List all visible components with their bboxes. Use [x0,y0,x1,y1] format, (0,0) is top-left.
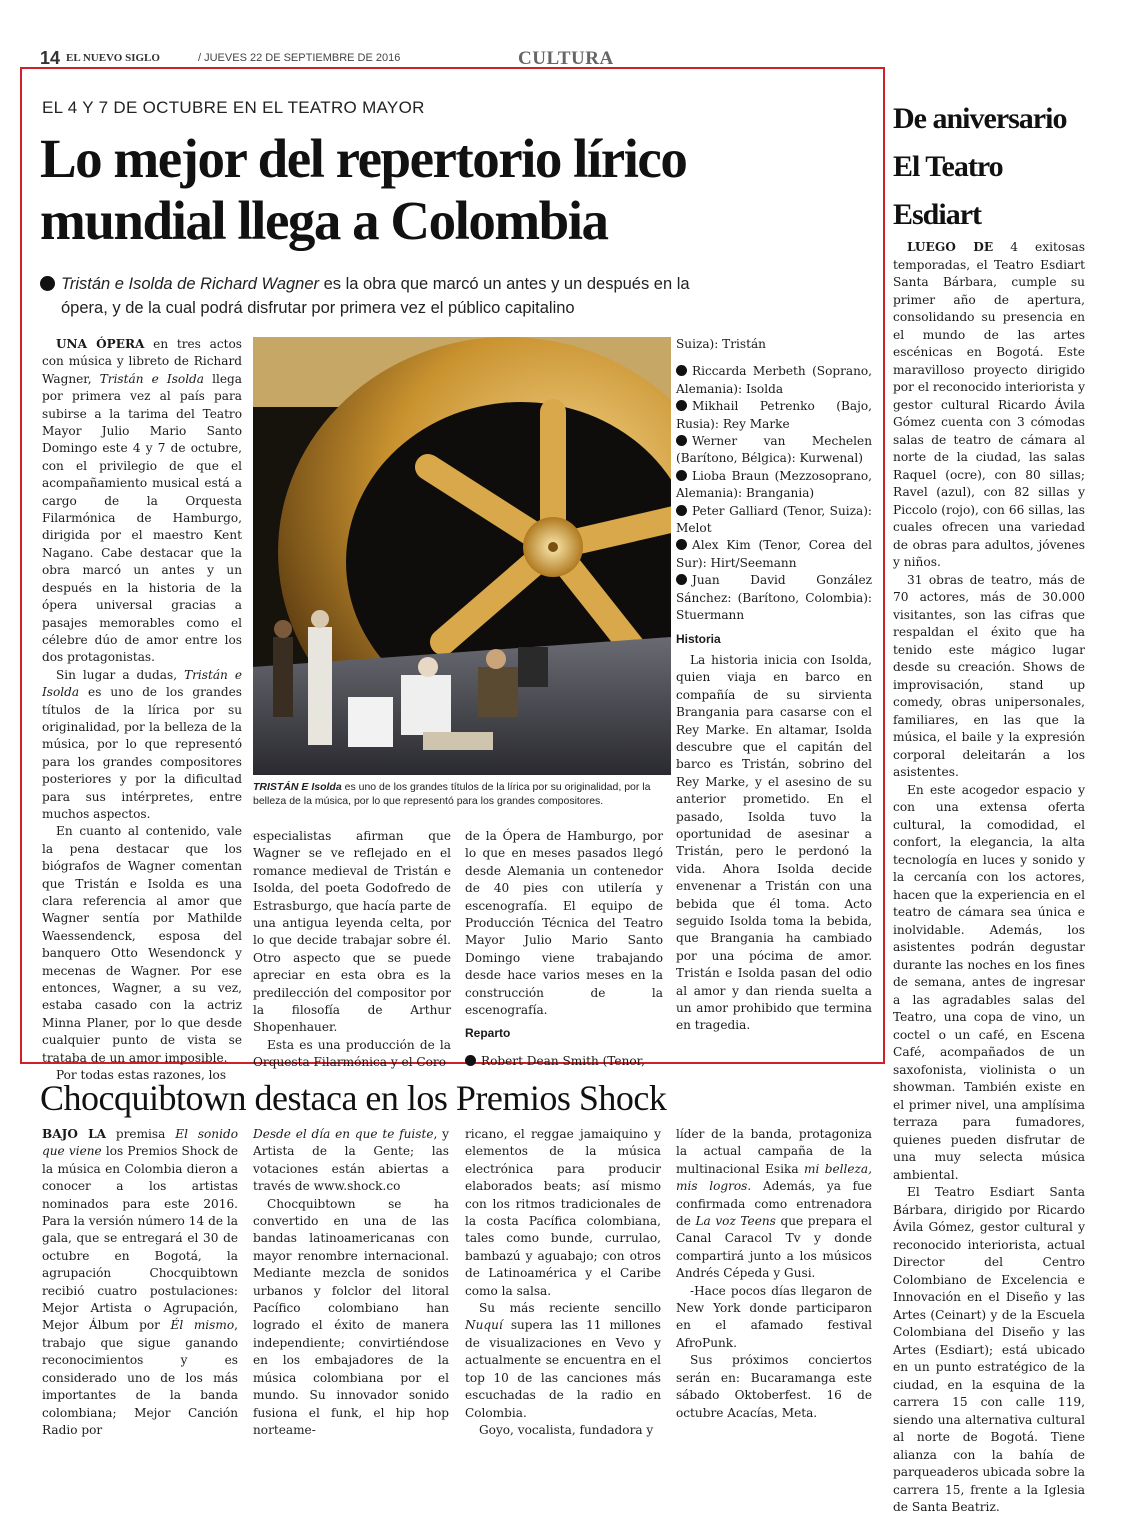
cast-item: Alex Kim (Tenor, Corea del Sur): Hirt/Seemann [676,538,872,570]
section-name: CULTURA [518,48,614,69]
bullet-icon [40,276,55,291]
article-kicker: EL 4 Y 7 DE OCTUBRE EN EL TEATRO MAYOR [42,98,425,117]
lead-word: UNA ÓPERA [56,337,145,351]
cast-item: Werner van Mechelen (Barítono, Bélgica): Kurwenal) [676,434,872,466]
second-column-4: líder de la banda, protagoniza la actual campaña de la multinacional Esika mi belleza, mis logros. Además, ya fue confirmada como entrenadora de La voz Teens que prepara el Canal Caracol Tv y donde compartirá junto a los músicos Andrés Cépeda y Gusi. -Hace pocos días llegaron de New York donde participaron en el afamado festival AfroPunk. Sus próximos conciertos serán en: Bucaramanga este sábado Oktoberfest. 16 de octubre Acacías, Meta. [676,1127,872,1420]
sidebar-body: LUEGO DE 4 exitosas temporadas, el Teatro Esdiart Santa Bárbara, cumple su primer año de apertura, consolidando su presencia en el mundo de las artes escénicas en Bogotá. Este maravilloso proyecto dirigido por el reconocido interiorista y gestor cultural Ricardo Ávila Gómez cuenta con 3 cómodas salas de teatro de cámara al norte de la ciudad, las salas Raquel (ocre), con 80 sillas; Ravel (azul), con 82 sillas y Piccolo (rojo), con 66 sillas, las cuales ofrecen una variedad de obras para adultos, jóvenes y niños. 31 obras de teatro, más de 70 actores, más de 30.000 visitantes, son las cifras que respaldan el éxito que ha tenido este mágico lugar desde su creación. Shows de improvisación, stand up comedy, obras unipersonales, familiares, en las que la música, el baile y la expresión corporal deleitarán a los asistentes. En este acogedor espacio y con una extensa oferta cultural, la comodidad, el confort, la elegancia, la alta tecnología en luces y sonido y la cercanía con los actores, hacen que la experiencia en el teatro de cámara sea única e inolvidable. Además, los asistentes podrán degustar durante las noches en los fines de semana, antes de ingresar a las agradables salas del Teatro, una copa de vino, un coctel o un café, en Escena Café, acompañados de un saxofonista, violinista o un showman. También existe en el primer nivel, una amplísima terraza para fumadores, quienes pueden disfrutar de una muy selecta música ambiental. El Teatro Esdiart Santa Bárbara, dirigido por Ricardo Ávila Gómez, gestor cultural y reconocido interiorista, actual Director del Centro Colombiano de Excelencia e Innovación en el Diseño y las Artes (Ceinart) y de la Escuela Colombiana del Diseño y las Artes (Esdiart); está ubicado en un punto estratégico de la ciudad, en la esquina de la carrera 15 con calle 119, siendo una alternativa cultural al norte de Bogotá. Tiene alianza con la bahía de parqueaderos ubicada sobre la carrera 15, frente a la Iglesia de Santa Beatriz. [893,240,1086,1514]
article-column-1: UNA ÓPERA en tres actos con música y libreto de Richard Wagner, Tristán e Isolda llega por primera vez al país para subirse a la tarima del Teatro Mayor Julio Mario Santo Domingo este 4 y 7 de octubre, con el privilegio de que el acompañamiento musical está a cargo de la Orquesta Filarmónica de Hamburgo, dirigida por el maestro Kent Nagano. Cabe destacar que la obra marcó un antes y un después en la historia de la ópera universal gracias a pasajes memorables como el célebre dúo de amor entre los dos protagonistas. Sin lugar a dudas, Tristán e Isolda es uno de los grandes títulos de la lírica por su originalidad, por la belleza de la música, por lo que representó para los grandes compositores posteriores y por la dificultad para sus intérpretes, entre muchos aspectos. En cuanto al contenido, vale la pena destacar que los biógrafos de Wagner comentan que Tristán e Isolda es una clara referencia al amor que Wagner sentía por Mathilde Waessendenck, esposa del banquero Otto Wesendonck y mecenas de Wagner. Por ese entonces, Wagner, a su vez, estaba casado con la actriz Minna Planer, por lo que desde cualquier punto de vista se trataba de un amor imposible. Por todas estas razones, los [42,337,242,1083]
historia-heading: Historia [676,631,721,646]
article-photo [253,337,671,775]
article-headline [40,128,870,252]
article-column-2: especialistas afirman que Wagner se ve reflejado en el romance medieval de Tristán e Isolda, del poeta Godofredo de Estrasburgo, que hacía parte de una antigua leyenda celta, por lo que decide trabajar sobre él. Otro aspecto que se puede apreciar en esta obra es la predilección del compositor por la filosofía de Arthur Shopenhauer. Esta es una producción de la Orquesta Filarmónica y el Coro [253,829,451,1070]
deck-text: es la obra que marcó un antes y un después en la [319,275,690,293]
bullet-icon [676,505,687,516]
second-column-3: ricano, el reggae jamaiquino y elementos de la música electrónica para producir elaborados beats; así mismo con los ritmos tradicionales de la costa Pacífica colombiana, tales como bunde, currulao, bambazú y aguabajo; con otros de Latinoamérica y el Caribe como la salsa. Su más reciente sencillo Nuquí supera las 11 millones de visualizaciones en Vevo y actualmente se encuentra en el top 10 de las canciones más escuchadas de la radio en Colombia. Goyo, vocalista, fundadora y [465,1127,661,1437]
cast-item: Riccarda Merbeth (Soprano, Alemania): Isolda [676,364,872,396]
article-deck [40,272,880,320]
bullet-icon [676,539,687,550]
newspaper-name: EL NUEVO SIGLO [66,52,160,64]
bullet-icon [676,435,687,446]
bullet-icon [676,470,687,481]
bullet-icon [465,1055,476,1066]
deck-italic: Tristán e Isolda de Richard Wagner [61,275,320,293]
bullet-icon [676,574,687,585]
bullet-icon [676,400,687,411]
opera-stage-photo [253,337,671,775]
cast-item: Juan David González Sánchez: (Barítono, Colombia): Stuermann [676,573,872,623]
sidebar-title: De aniversario El Teatro Esdiart [893,102,1067,231]
reparto-heading: Reparto [465,1026,511,1041]
cast-item: Mikhail Petrenko (Bajo, Rusia): Rey Marke [676,399,872,431]
photo-caption: TRISTÁN E Isolda es uno de los grandes títulos de la lírica por su originalidad, por la belleza de la música, por lo que representó para los grandes compositores. [253,781,651,807]
cast-item: Peter Galliard (Tenor, Suiza): Melot [676,503,872,536]
cast-item: Lioba Braun (Mezzosoprano, Alemania): Brangania) [676,468,872,501]
issue-date: / JUEVES 22 DE SEPTIEMBRE DE 2016 [198,52,401,64]
deck-line-2: ópera, y de la cual podrá disfrutar por primera vez el público capitalino [61,299,575,317]
headline-line-1: Lo mejor del repertorio lírico [40,128,687,189]
lead-word: BAJO LA [42,1127,107,1141]
second-headline: Chocquibtown destaca en los Premios Shock [40,1078,667,1118]
bullet-icon [676,365,687,376]
lead-word: LUEGO DE [907,240,994,254]
page-number: 14 [40,48,61,68]
article-column-4: Suiza): Tristán Riccarda Merbeth (Soprano, Alemania): Isolda Mikhail Petrenko (Bajo, Rusia): Rey Marke Werner van Mechelen (Barítono, Bélgica): Kurwenal) Lioba Braun (Mezzosoprano, Alemania): Brangania) Peter Galliard (Tenor, Suiza): Melot Alex Kim (Tenor, Corea del Sur): Hirt/Seemann Juan David González Sánchez: (Barítono, Colombia): Stuermann Historia La historia inicia con Isolda, quien viaja en barco en compañía de su sirvienta Brangania para casarse con el Rey Marke. En altamar, Isolda descubre que el capitán del barco es Tristán, sobrino del Rey Marke, y el asesino de su anterior prometido. En el pasado, Isolda tuvo la oportunidad de asesinar a Tristán, pero le perdonó la vida. Ahora Isolda decide envenenar a Tristán con una bebida que él toma. Acto seguido Isolda toma la bebida, que Brangania ha cambiado por una pócima de amor. Tristán e Isolda pasan del odio al amor y dan rienda suelta a un amor prohibido que termina en tragedia. [676,337,872,1033]
second-column-1: BAJO LA premisa El sonido que viene los Premios Shock de la música en Colombia dieron a conocer a los artistas nominados para este 2016. Para la versión número 14 de la gala, que se entregará el 30 de octubre en Bogotá, la agrupación Chocquibtown recibió cuatro postulaciones: Mejor Artista o Agrupación, Mejor Álbum por Él mismo, trabajo que sigue ganando reconocimientos y es considerado uno de los más importantes de la banda colombiana; Mejor Canción Radio por [42,1127,238,1437]
second-column-2: Desde el día en que te fuiste, y Artista de la Gente; las votaciones están abiertas a través de www.shock.co Chocquibtown se ha convertido en una de las bandas latinoamericanas con mayor renombre internacional. Mediante mezcla de sonidos urbanos y folclor del litoral Pacífico colombiano han logrado el éxito de manera independiente; convirtiéndose en los embajadores de la música colombiana por el mundo. Su innovador sonido fusiona el funk, el hip hop norteame- [253,1127,449,1437]
article-column-3: de la Ópera de Hamburgo, por lo que en meses pasados llegó desde Alemania un contenedor de 40 pies con utilería y escenografía. El equipo de Producción Técnica del Teatro Mayor Julio Mario Santo Domingo viene trabajando desde hace varios meses en la construcción de la escenografía. Reparto Robert Dean Smith (Tenor, [465,829,663,1068]
headline-line-2: mundial llega a Colombia [40,190,608,251]
